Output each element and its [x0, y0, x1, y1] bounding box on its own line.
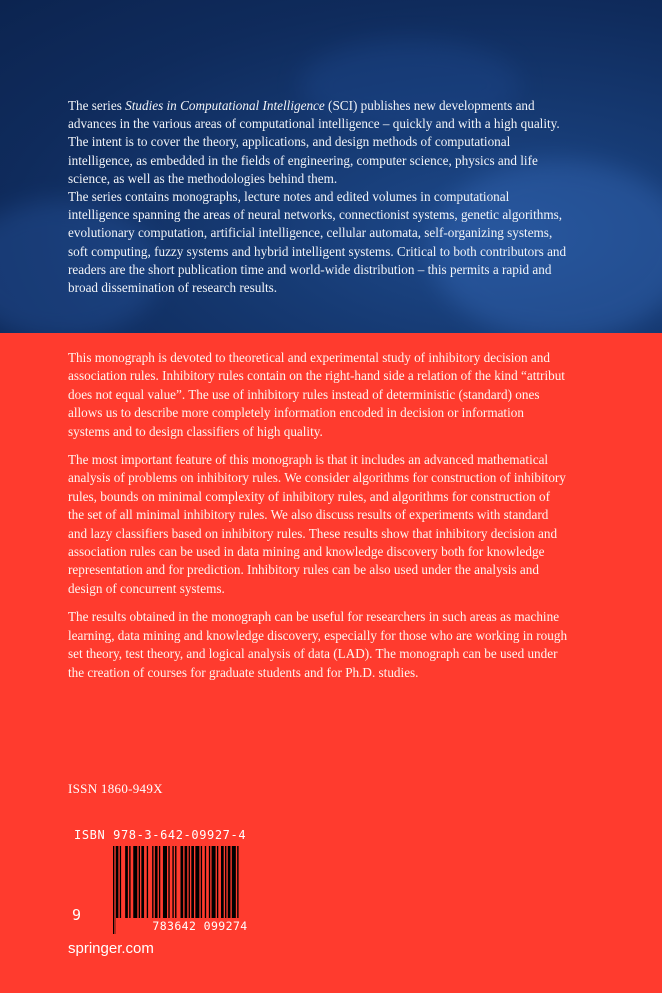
series-title: Studies in Computational Intelligence	[125, 98, 325, 113]
monograph-paragraph-1: This monograph is devoted to theoretical and experimental study of inhibitory decision and association rules. Inhibitory rules contain on the right-hand side a relation of the kind “attribut does not equal value”. The use of inhibitory rules instead of deterministic (standard) ones allows us to describe more completely information encoded in decision or information systems and to design classifiers of high quality.	[68, 350, 565, 439]
series-paragraph-1	[68, 97, 568, 188]
barcode-bar	[113, 846, 114, 934]
monograph-paragraph-2: The most important feature of this monograph is that it includes an advanced mathematical analysis of problems on inhibitory rules. We consider algorithms for construction of inhibitory rules, bounds on minimal complexity of inhibitory rules, and algorithms for construction of the set of all minimal inhibitory rules. We also discuss results of experiments with standard and lazy classifiers based on inhibitory rules. These results show that inhibitory decision and association rules can be used in data mining and knowledge discovery both for knowledge representation and for prediction. Inhibitory rules can be also used under the analysis and design of concurrent systems.	[68, 452, 566, 596]
issn-number: ISSN 1860-949X	[68, 781, 163, 796]
monograph-paragraph-3: The results obtained in the monograph can be useful for researchers in such areas as machine learning, data mining and knowledge discovery, especially for those who are working in rough set theory, test theory, and logical analysis of data (LAD). The monograph can be used under the creation of courses for graduate students and for Ph.D. studies.	[68, 609, 568, 680]
series-text-rest: (SCI) publishes new developments and advances in the various areas of computational intelligence – quickly and with a high quality. The intent is to cover the theory, applications, and design methods of computational intelligence, as embedded in the fields of engineering, computer science, physics and life science, as well as the methodologies behind them.	[68, 98, 560, 186]
isbn-label: ISBN 978-3-642-09927-4	[74, 828, 247, 842]
publisher-url: springer.com	[68, 940, 154, 957]
series-paragraph-2: The series contains monographs, lecture notes and edited volumes in computational intelligence spanning the areas of neural networks, connectionist systems, genetic algorithms, evolutionary computation, artificial intelligence, cellular automata, self-organizing systems, soft computing, fuzzy systems and hybrid intelligent systems. Critical to both contributors and readers are the short publication time and world-wide distribution – this permits a rapid and broad dissemination of research results.	[68, 189, 567, 296]
series-banner	[0, 0, 662, 333]
series-text-start: The series	[68, 98, 126, 113]
monograph-description	[68, 349, 568, 692]
barcode-digits: 783642 099274	[116, 918, 284, 934]
barcode-lead-digit: 9	[72, 906, 82, 924]
series-description	[68, 97, 568, 297]
